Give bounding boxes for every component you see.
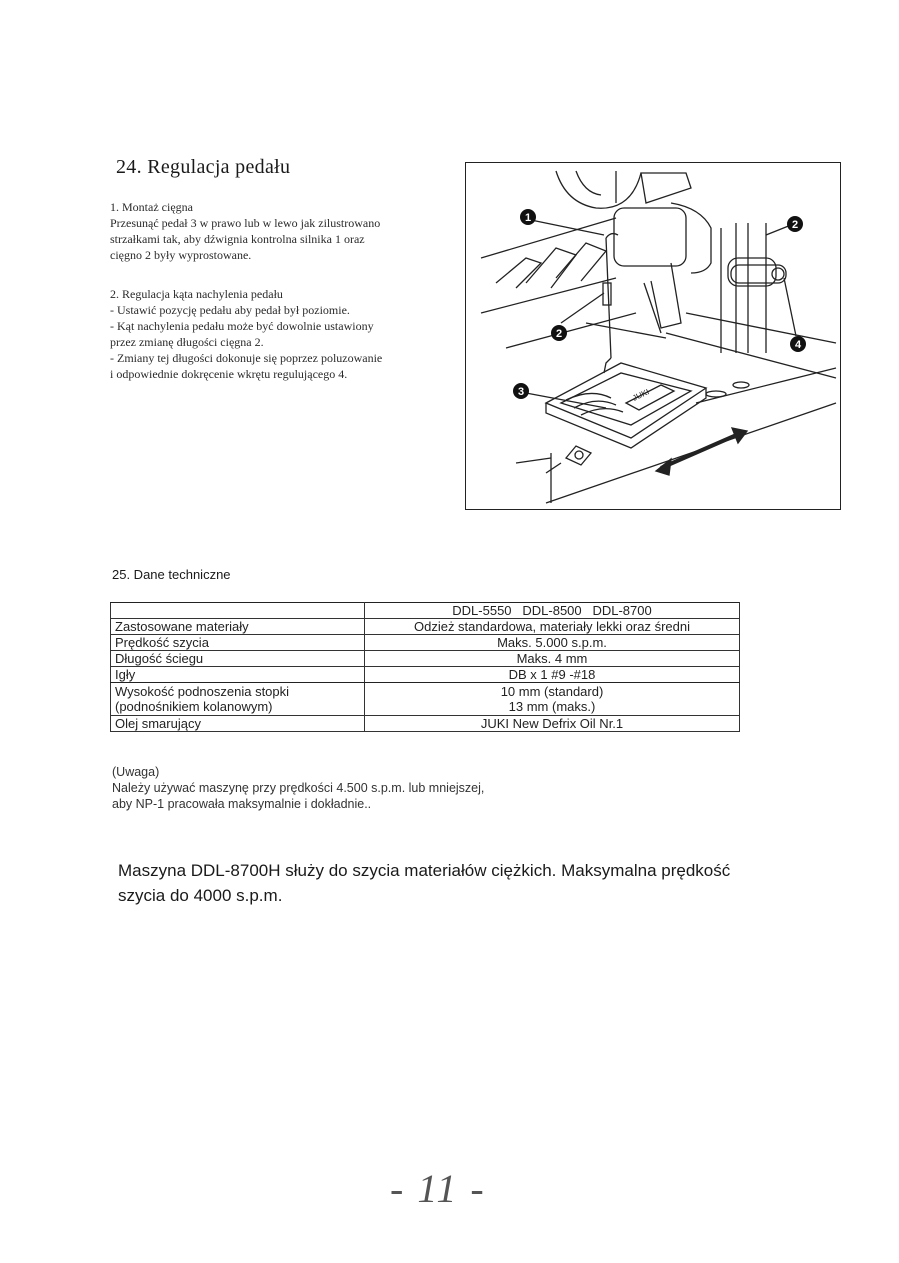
callout-2: 2 <box>555 328 563 340</box>
table-cell <box>111 603 365 619</box>
table-cell: Olej smarujący <box>111 716 365 732</box>
callout-1: 1 <box>524 212 532 224</box>
section-pedal-angle <box>110 286 450 382</box>
text-line: - Zmiany tej długości dokonuje się poprzez poluzowanie <box>110 351 383 365</box>
text-line: Maszyna DDL-8700H służy do szycia materiałów ciężkich. Maksymalna prędkość <box>118 861 731 880</box>
table-row <box>111 603 740 619</box>
text-line: szycia do 4000 s.p.m. <box>118 886 283 905</box>
text-line: Przesunąć pedał 3 w prawo lub w lewo jak zilustrowano <box>110 216 381 230</box>
table-cell: Długość ściegu <box>111 651 365 667</box>
ddl-8700h-note <box>118 858 730 908</box>
note-block <box>112 764 484 812</box>
table-cell: Odzież standardowa, materiały lekki oraz średni <box>365 619 740 635</box>
spec-table <box>110 602 740 732</box>
callout-3: 3 <box>517 386 525 398</box>
juki-logo: JUKI <box>631 387 651 403</box>
subsection-heading: 1. Montaż cięgna <box>110 200 193 214</box>
cell-line: 13 mm (maks.) <box>508 699 596 714</box>
text-line: przez zmianę długości cięgna 2. <box>110 335 264 349</box>
cell-line: Wysokość podnoszenia stopki <box>115 684 290 699</box>
table-cell: Prędkość szycia <box>111 635 365 651</box>
subsection-heading: 2. Regulacja kąta nachylenia pedału <box>110 287 283 301</box>
callout-4: 4 <box>794 339 802 351</box>
model-header: DDL-5550 DDL-8500 DDL-8700 <box>365 603 740 619</box>
text-line: strzałkami tak, aby dźwignia kontrolna silnika 1 oraz <box>110 232 365 246</box>
table-cell: Zastosowane materiały <box>111 619 365 635</box>
note-line: Należy używać maszynę przy prędkości 4.500 s.p.m. lub mniejszej, <box>112 781 485 795</box>
table-row <box>111 683 740 716</box>
callout-2b: 2 <box>791 219 799 231</box>
table-cell: Maks. 4 mm <box>365 651 740 667</box>
text-line: i odpowiednie dokręcenie wkrętu regulującego 4. <box>110 367 348 381</box>
table-row <box>111 716 740 732</box>
table-cell: JUKI New Defrix Oil Nr.1 <box>365 716 740 732</box>
pedal-illustration <box>465 162 841 510</box>
note-line: (Uwaga) <box>112 765 160 779</box>
table-cell: Maks. 5.000 s.p.m. <box>365 635 740 651</box>
page-number: - 11 - <box>390 1166 486 1211</box>
cell-line: 10 mm (standard) <box>500 684 604 699</box>
text-line: cięgno 2 były wyprostowane. <box>110 248 252 262</box>
table-cell <box>365 683 740 716</box>
table-row <box>111 619 740 635</box>
table-cell: DB x 1 #9 -#18 <box>365 667 740 683</box>
table-row <box>111 667 740 683</box>
table-row <box>111 651 740 667</box>
section-title: 24. Regulacja pedału <box>116 156 291 178</box>
section-mount-rod <box>110 199 440 263</box>
table-cell: Igły <box>111 667 365 683</box>
tech-data-heading: 25. Dane techniczne <box>112 567 231 582</box>
table-cell <box>111 683 365 716</box>
cell-line: (podnośnikiem kolanowym) <box>115 699 273 714</box>
text-line: - Ustawić pozycję pedału aby pedał był poziomie. <box>110 303 350 317</box>
pedal-drawing <box>466 163 839 508</box>
note-line: aby NP-1 pracowała maksymalnie i dokładnie.. <box>112 797 372 811</box>
table-row <box>111 635 740 651</box>
text-line: - Kąt nachylenia pedału może być dowolnie ustawiony <box>110 319 374 333</box>
